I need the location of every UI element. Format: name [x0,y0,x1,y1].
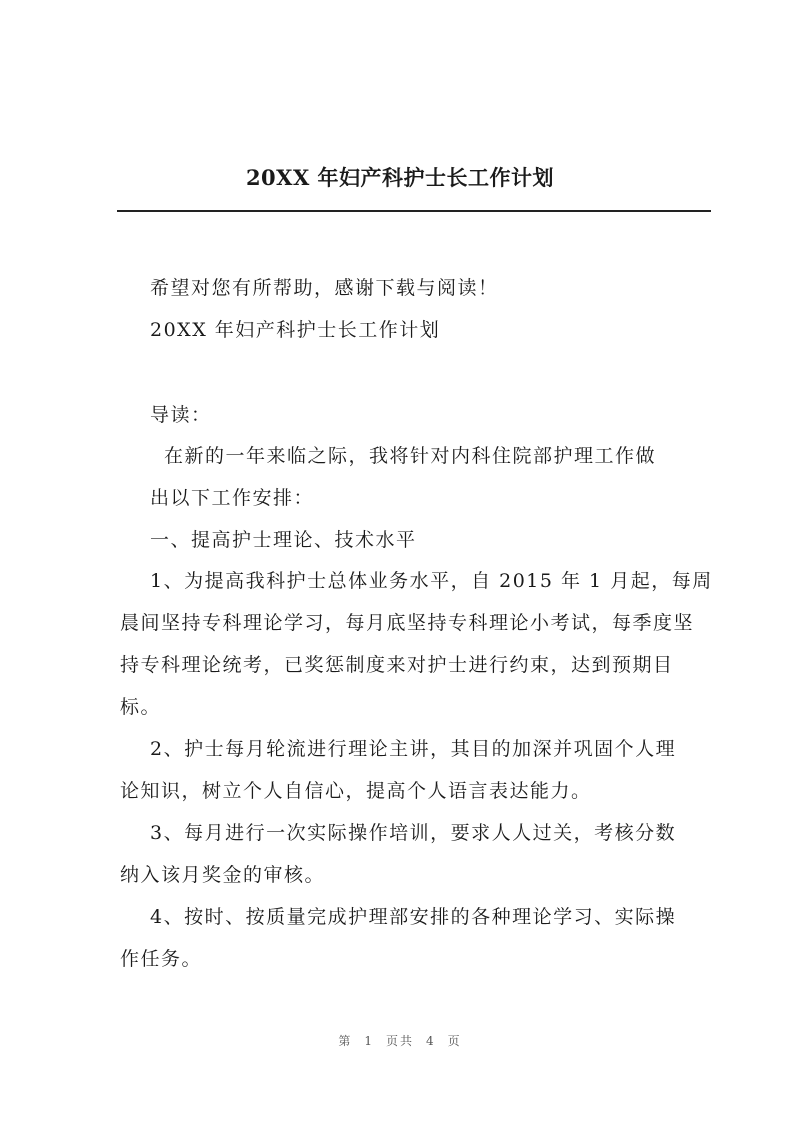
section-heading: 一、提高护士理论、技术水平 [150,529,417,551]
subtitle-line: 20XX 年妇产科护士长工作计划 [150,319,441,341]
paragraph-line: 持专科理论统考，已奖惩制度来对护士进行约束，达到预期目 [120,654,674,676]
paragraph-line: 标。 [120,696,162,718]
footer-total-pages: 4 [426,1034,436,1048]
footer-total-suffix: 页 [447,1034,462,1048]
paragraph-line: 2、护士每月轮流进行理论主讲，其目的加深并巩固个人理 [150,738,677,760]
footer-total-prefix: 页共 [385,1034,414,1048]
footer-current-page: 1 [364,1034,374,1048]
footer-page-label: 第 [338,1034,353,1048]
paragraph-line: 在新的一年来临之际，我将针对内科住院部护理工作做 [164,445,657,467]
paragraph-line: 作任务。 [120,948,203,970]
paragraph-line: 3、每月进行一次实际操作培训，要求人人过关，考核分数 [150,822,677,844]
paragraph-line: 纳入该月奖金的审核。 [120,864,326,886]
title-divider [117,210,711,212]
greeting-line: 希望对您有所帮助，感谢下载与阅读！ [150,277,499,299]
page-footer [0,1032,800,1049]
paragraph-line: 论知识，树立个人自信心，提高个人语言表达能力。 [120,780,592,802]
paragraph-line: 出以下工作安排： [150,487,315,509]
paragraph-line: 1、为提高我科护士总体业务水平，自 2015 年 1 月起，每周 [150,570,713,592]
intro-heading: 导读： [150,404,212,426]
paragraph-line: 晨间坚持专科理论学习，每月底坚持专科理论小考试，每季度坚 [120,612,695,634]
document-title: 20XX 年妇产科护士长工作计划 [245,165,555,190]
paragraph-line: 4、按时、按质量完成护理部安排的各种理论学习、实际操 [150,906,677,928]
